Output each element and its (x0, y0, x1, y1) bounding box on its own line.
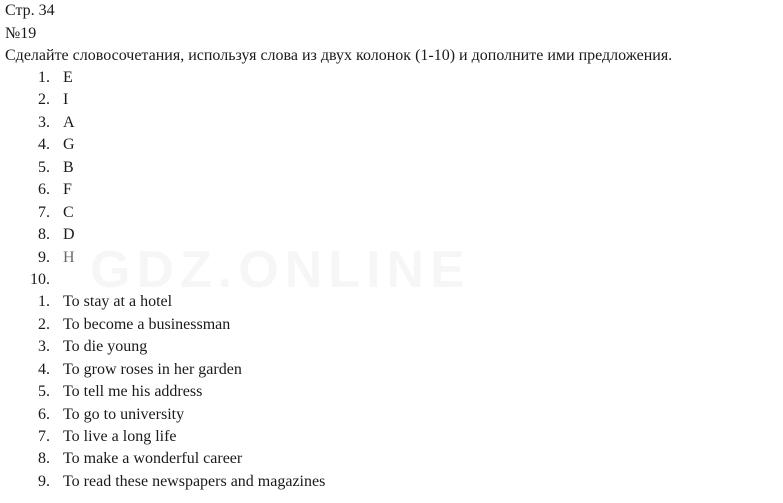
item-number: 8. (38, 450, 50, 468)
item-number: 6. (38, 181, 50, 199)
exercise-instruction: Сделайте словосочетания, используя слова из двух колонок (1-10) и дополните ими предложения. (5, 47, 673, 64)
phrase-item (0, 291, 325, 313)
item-number: 7. (38, 428, 50, 445)
item-number: 5. (38, 383, 50, 401)
phrase-text: To grow roses in her garden (63, 360, 242, 378)
answer-letter: E (63, 69, 73, 86)
item-number: 4. (38, 136, 50, 154)
answer-letter: F (63, 181, 72, 199)
phrase-item (0, 381, 325, 403)
answer-item (0, 247, 325, 269)
phrase-item (0, 448, 325, 470)
phrase-item (0, 404, 325, 426)
phrase-text: To go to university (63, 405, 185, 423)
page-reference: Стр. 34 (5, 2, 55, 19)
item-number: 9. (38, 472, 50, 490)
phrase-item (0, 471, 325, 493)
item-number: 10. (30, 270, 50, 288)
answer-item (0, 202, 325, 224)
exercise-number: №19 (5, 25, 37, 42)
answer-item (0, 157, 325, 179)
phrase-item (0, 426, 325, 448)
item-number: 1. (38, 293, 50, 311)
answer-letter: C (63, 203, 74, 221)
answer-item (0, 269, 325, 291)
item-number: 6. (38, 405, 50, 423)
item-number: 9. (38, 248, 50, 266)
item-number: 1. (38, 69, 50, 86)
item-number: 8. (38, 226, 50, 244)
answer-letter: G (63, 136, 75, 154)
phrase-text: To stay at a hotel (63, 293, 173, 311)
item-number: 2. (38, 91, 50, 109)
answer-item (0, 89, 325, 111)
answer-letter: B (63, 158, 74, 176)
phrase-text: To make a wonderful career (63, 450, 243, 468)
answer-list (0, 67, 325, 493)
item-number: 4. (38, 360, 50, 378)
answer-item (0, 224, 325, 246)
phrase-text: To become a businessman (63, 315, 231, 333)
phrase-text: To tell me his address (63, 383, 203, 401)
phrase-text: To die young (63, 338, 148, 356)
answer-item (0, 112, 325, 134)
item-number: 2. (38, 315, 50, 333)
answer-letter: A (63, 113, 75, 131)
item-number: 3. (38, 113, 50, 131)
answer-letter: D (63, 226, 75, 244)
phrase-item (0, 336, 325, 358)
item-number: 7. (38, 203, 50, 221)
phrase-text: To live a long life (63, 428, 177, 445)
item-number: 3. (38, 338, 50, 356)
answer-item (0, 67, 325, 89)
answer-item (0, 179, 325, 201)
phrase-item (0, 359, 325, 381)
phrase-text: To read these newspapers and magazines (63, 472, 326, 490)
answer-item (0, 134, 325, 156)
answer-letter: H (63, 248, 75, 266)
item-number: 5. (38, 158, 50, 176)
phrase-item (0, 314, 325, 336)
answer-letter: I (63, 91, 69, 109)
